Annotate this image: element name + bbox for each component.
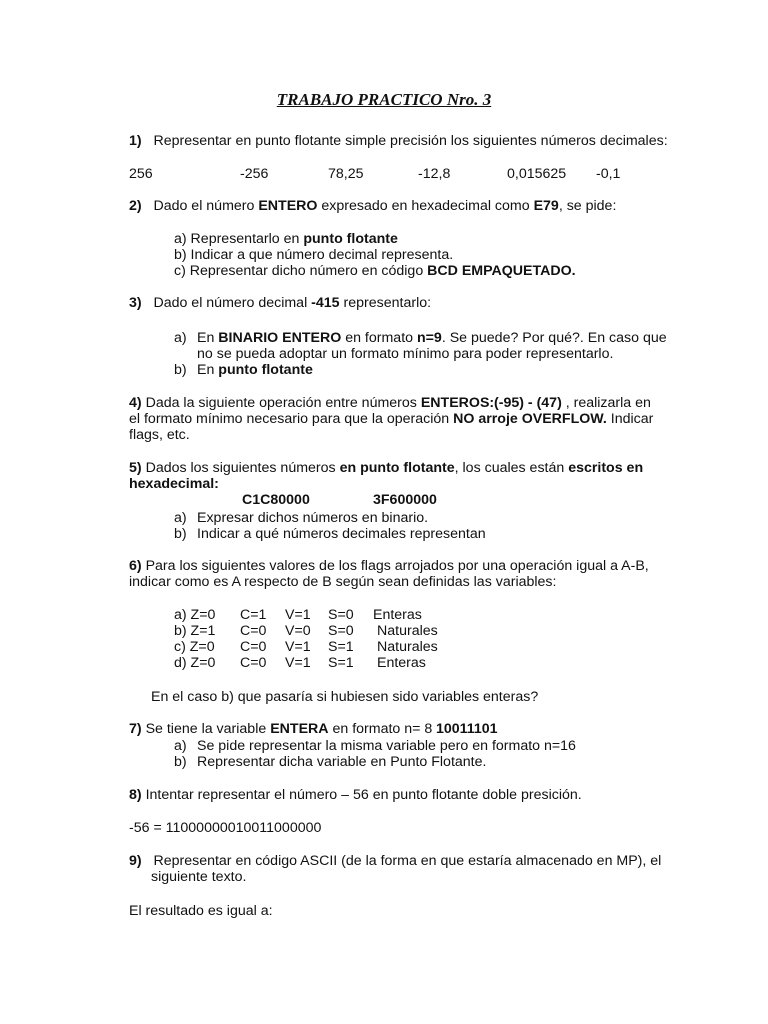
flag-row-label: c) Z=0	[174, 639, 215, 655]
q2-item-b: b) Indicar a que número decimal representa.	[174, 247, 454, 263]
flag-s: S=1	[328, 639, 354, 655]
flag-c: C=0	[240, 623, 267, 639]
q3-item-b	[197, 362, 313, 378]
question-3	[129, 295, 431, 311]
question-7-number: 7)	[129, 721, 142, 737]
q2-item-a	[174, 231, 398, 247]
flag-v: V=0	[285, 623, 311, 639]
q7-item-a-label: a)	[174, 738, 187, 754]
flag-type: Naturales	[377, 639, 438, 655]
flag-row-label: a) Z=0	[174, 607, 216, 623]
q3-a-text: En	[197, 330, 219, 346]
q5-item-a: Expresar dichos números en binario.	[197, 510, 429, 526]
q5-item-b-label: b)	[174, 526, 187, 542]
q3-a-bold: n=9	[416, 330, 442, 346]
q2-a-text: a) Representarlo en	[174, 231, 304, 247]
q5-hex-1: C1C80000	[242, 492, 310, 508]
q7-text: en formato n= 8	[328, 721, 433, 737]
flag-type: Enteras	[373, 607, 422, 623]
question-2	[129, 198, 616, 214]
q5-text-bold: en punto flotante	[339, 460, 455, 476]
flag-type: Naturales	[377, 623, 438, 639]
q5-hex-2: 3F600000	[373, 492, 437, 508]
q1-value: 0,015625	[507, 166, 567, 182]
q5-text-bold: escritos en	[568, 460, 644, 476]
q1-value: -0,1	[596, 166, 621, 182]
q5-text: Dados los siguientes números	[141, 460, 340, 476]
question-1-text: Representar en punto flotante simple precisión los siguientes números decimales:	[153, 133, 668, 149]
flag-v: V=1	[285, 639, 311, 655]
question-6	[129, 558, 649, 574]
q5-line-2: hexadecimal:	[129, 476, 219, 492]
q2-text: expresado en hexadecimal como	[317, 198, 534, 214]
question-2-number: 2)	[129, 198, 142, 214]
q3-a-text: . Se puede? Por qué?. En caso que	[441, 330, 667, 346]
q3-item-b-label: b)	[174, 362, 187, 378]
flag-s: S=1	[328, 655, 354, 671]
q9-text: Representar en código ASCII (de la forma en que estaría almacenado en MP), el	[153, 853, 662, 869]
q3-text-bold: -415	[311, 295, 340, 311]
flag-s: S=0	[328, 623, 354, 639]
question-6-number: 6)	[129, 558, 142, 574]
q3-item-a-label: a)	[174, 330, 187, 346]
q3-a-text: en formato	[341, 330, 417, 346]
q3-a-bold: BINARIO ENTERO	[218, 330, 342, 346]
q2-item-c	[174, 263, 576, 279]
q4-text: Dada la siguiente operación entre números	[141, 395, 421, 411]
question-4	[129, 395, 494, 411]
q7-binary: 10011101	[436, 721, 498, 737]
flag-row-label: b) Z=1	[174, 623, 216, 639]
q4-text: Indicar	[606, 411, 654, 427]
flag-c: C=0	[240, 655, 267, 671]
q4-line-2	[129, 411, 653, 427]
q9-line-2: siguiente texto.	[151, 869, 247, 885]
q7-text: Se tiene la variable	[141, 721, 271, 737]
q5-text: , los cuales están	[454, 460, 569, 476]
q4-text: , realizarla en	[561, 395, 651, 411]
q6-text: Para los siguientes valores de los flags arrojados por una operación igual a A-B,	[141, 558, 649, 574]
q8-binary-line: -56 = 11000000010011000000	[129, 820, 322, 836]
q4-text-bold: ENTEROS:	[420, 395, 495, 411]
flag-type: Enteras	[377, 655, 426, 671]
q4-text-bold: NO arroje OVERFLOW.	[453, 411, 607, 427]
page-title: TRABAJO PRACTICO Nro. 3	[276, 90, 492, 109]
q2-text-bold: E79	[533, 198, 559, 214]
flag-row-label: d) Z=0	[174, 655, 216, 671]
q7-item-b-label: b)	[174, 754, 187, 770]
question-1	[129, 133, 668, 149]
flag-v: V=1	[285, 655, 311, 671]
q2-c-text: c) Representar dicho número en código	[174, 263, 428, 279]
flag-v: V=1	[285, 607, 311, 623]
q2-text-bold: ENTERO	[258, 198, 318, 214]
q2-a-bold: punto flotante	[303, 231, 398, 247]
q9-result-line: El resultado es igual a:	[129, 903, 273, 919]
q1-value: -256	[240, 166, 269, 182]
q4-operation-text: (-95) - (47)	[494, 395, 562, 411]
q5-item-a-label: a)	[174, 510, 187, 526]
flag-s: S=0	[328, 607, 354, 623]
q7-item-a: Se pide representar la misma variable pero en formato n=16	[197, 738, 576, 754]
q1-value: -12,8	[418, 166, 451, 182]
q3-b-bold: punto flotante	[218, 362, 313, 378]
q2-c-bold: BCD EMPAQUETADO.	[427, 263, 576, 279]
q7-item-b: Representar dicha variable en Punto Flotante.	[197, 754, 487, 770]
q2-text: Dado el número	[153, 198, 259, 214]
question-8	[129, 787, 582, 803]
question-8-number: 8)	[129, 787, 142, 803]
q1-value: 78,25	[328, 166, 364, 182]
q8-text: Intentar representar el número – 56 en punto flotante doble presición.	[141, 787, 582, 803]
q6-line-2: indicar como es A respecto de B según sean definidas las variables:	[129, 574, 557, 590]
q3-item-a	[197, 330, 667, 346]
question-3-number: 3)	[129, 295, 142, 311]
q2-text: , se pide:	[558, 198, 617, 214]
question-1-number: 1)	[129, 133, 142, 149]
flag-c: C=0	[240, 639, 267, 655]
question-5-number: 5)	[129, 460, 142, 476]
q7-text-bold: ENTERA	[270, 721, 329, 737]
question-7	[129, 721, 432, 737]
q4-text: el formato mínimo necesario para que la operación	[129, 411, 454, 427]
question-4-number: 4)	[129, 395, 142, 411]
q6-note: En el caso b) que pasaría si hubiesen sido variables enteras?	[151, 689, 539, 705]
question-9-number: 9)	[129, 853, 142, 869]
question-9	[129, 853, 661, 869]
q5-item-b: Indicar a qué números decimales representan	[197, 526, 486, 542]
q4-operation	[494, 395, 651, 411]
q3-item-a-cont: no se pueda adoptar un formato mínimo para poder representarlo.	[197, 346, 614, 362]
q1-value: 256	[129, 166, 153, 182]
q3-b-text: En	[197, 362, 219, 378]
q3-text: Dado el número decimal	[153, 295, 312, 311]
q3-text: representarlo:	[339, 295, 432, 311]
question-5	[129, 460, 643, 476]
flag-c: C=1	[240, 607, 267, 623]
q4-line-3: flags, etc.	[129, 427, 190, 443]
